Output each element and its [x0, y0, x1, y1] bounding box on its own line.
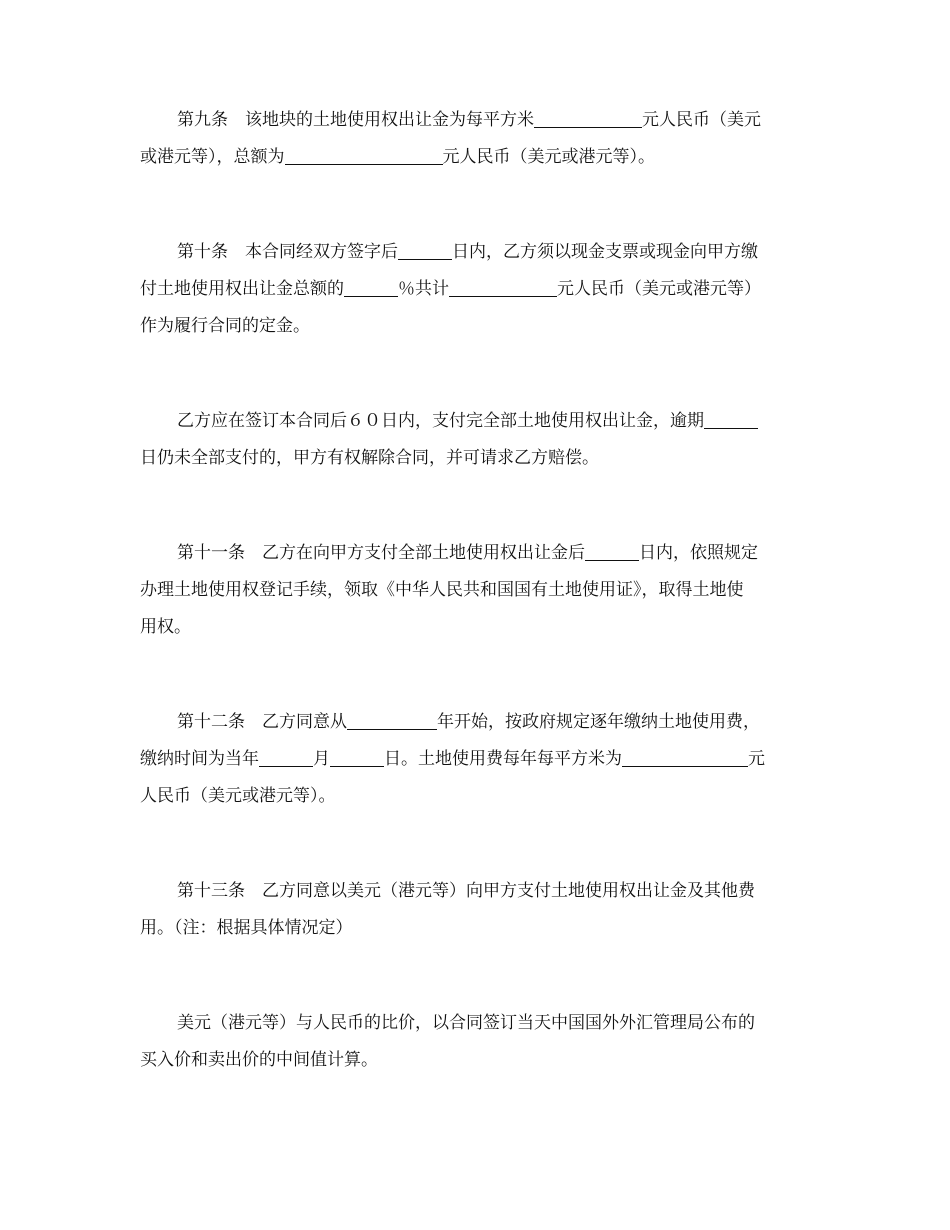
paragraph-article-13	[140, 873, 812, 947]
text-segment: 年开始，按政府规定逐年缴纳土地使用费，	[437, 712, 760, 732]
fill-in-blank[interactable]	[347, 707, 437, 730]
text-segment: 人民币（美元或港元等）。	[140, 786, 336, 806]
text-segment: 乙方应在签订本合同后６０日内，支付完全部土地使用权出让金，逾期	[177, 411, 704, 431]
paragraph-article-10	[140, 234, 812, 345]
text-line	[140, 609, 812, 646]
fill-in-blank[interactable]	[344, 274, 398, 297]
text-line	[140, 535, 812, 572]
text-segment: 第十条 本合同经双方签字后	[177, 242, 398, 262]
text-segment: ％共计	[398, 279, 449, 299]
text-segment: 美元（港元等）与人民币的比价，以合同签订当天中国国外外汇管理局公布的	[177, 1013, 755, 1033]
text-segment: 第十三条 乙方同意以美元（港元等）向甲方支付土地使用权出让金及其他费	[177, 881, 755, 901]
text-segment: 付土地使用权出让金总额的	[140, 279, 344, 299]
text-line	[140, 741, 812, 778]
fill-in-blank[interactable]	[534, 105, 642, 128]
text-line	[140, 1042, 812, 1079]
paragraph-article-10-b	[140, 403, 812, 477]
text-line	[140, 403, 812, 440]
text-line	[140, 102, 812, 139]
text-segment: 用。（注：根据具体情况定）	[140, 918, 353, 938]
text-segment: 作为履行合同的定金。	[140, 316, 310, 336]
text-segment: 第十二条 乙方同意从	[177, 712, 347, 732]
text-segment: 元人民币（美元或港元等）	[557, 279, 761, 299]
text-line	[140, 139, 812, 176]
fill-in-blank[interactable]	[259, 744, 313, 767]
paragraph-article-13-b	[140, 1005, 812, 1079]
text-segment: 元人民币（美元	[642, 110, 761, 130]
text-segment: 月	[313, 749, 330, 769]
text-segment: 第十一条 乙方在向甲方支付全部土地使用权出让金后	[177, 543, 585, 563]
document-page	[140, 102, 812, 1079]
text-segment: 买入价和卖出价的中间值计算。	[140, 1050, 378, 1070]
text-line	[140, 873, 812, 910]
text-segment: 缴纳时间为当年	[140, 749, 259, 769]
fill-in-blank[interactable]	[449, 274, 557, 297]
fill-in-blank[interactable]	[398, 237, 452, 260]
text-line	[140, 910, 812, 947]
text-segment: 元	[748, 749, 765, 769]
fill-in-blank[interactable]	[622, 744, 748, 767]
text-segment: 日仍未全部支付的，甲方有权解除合同，并可请求乙方赔偿。	[140, 448, 599, 468]
paragraph-article-9	[140, 102, 812, 176]
text-line	[140, 778, 812, 815]
text-segment: 办理土地使用权登记手续，领取《中华人民共和国国有土地使用证》，取得土地使	[140, 580, 744, 600]
text-segment: 第九条 该地块的土地使用权出让金为每平方米	[177, 110, 534, 130]
text-segment: 或港元等），总额为	[140, 147, 285, 167]
text-segment: 日。土地使用费每年每平方米为	[384, 749, 622, 769]
paragraph-article-12	[140, 704, 812, 815]
text-line	[140, 440, 812, 477]
text-line	[140, 704, 812, 741]
text-segment: 日内，依照规定	[639, 543, 758, 563]
paragraph-article-11	[140, 535, 812, 646]
text-segment: 元人民币（美元或港元等）。	[442, 147, 655, 167]
fill-in-blank[interactable]	[285, 142, 443, 165]
text-line	[140, 308, 812, 345]
fill-in-blank[interactable]	[704, 406, 758, 429]
fill-in-blank[interactable]	[585, 538, 639, 561]
text-line	[140, 271, 812, 308]
text-line	[140, 234, 812, 271]
text-line	[140, 572, 812, 609]
text-segment: 日内，乙方须以现金支票或现金向甲方缴	[452, 242, 758, 262]
fill-in-blank[interactable]	[330, 744, 384, 767]
text-segment: 用权。	[140, 617, 191, 637]
text-line	[140, 1005, 812, 1042]
